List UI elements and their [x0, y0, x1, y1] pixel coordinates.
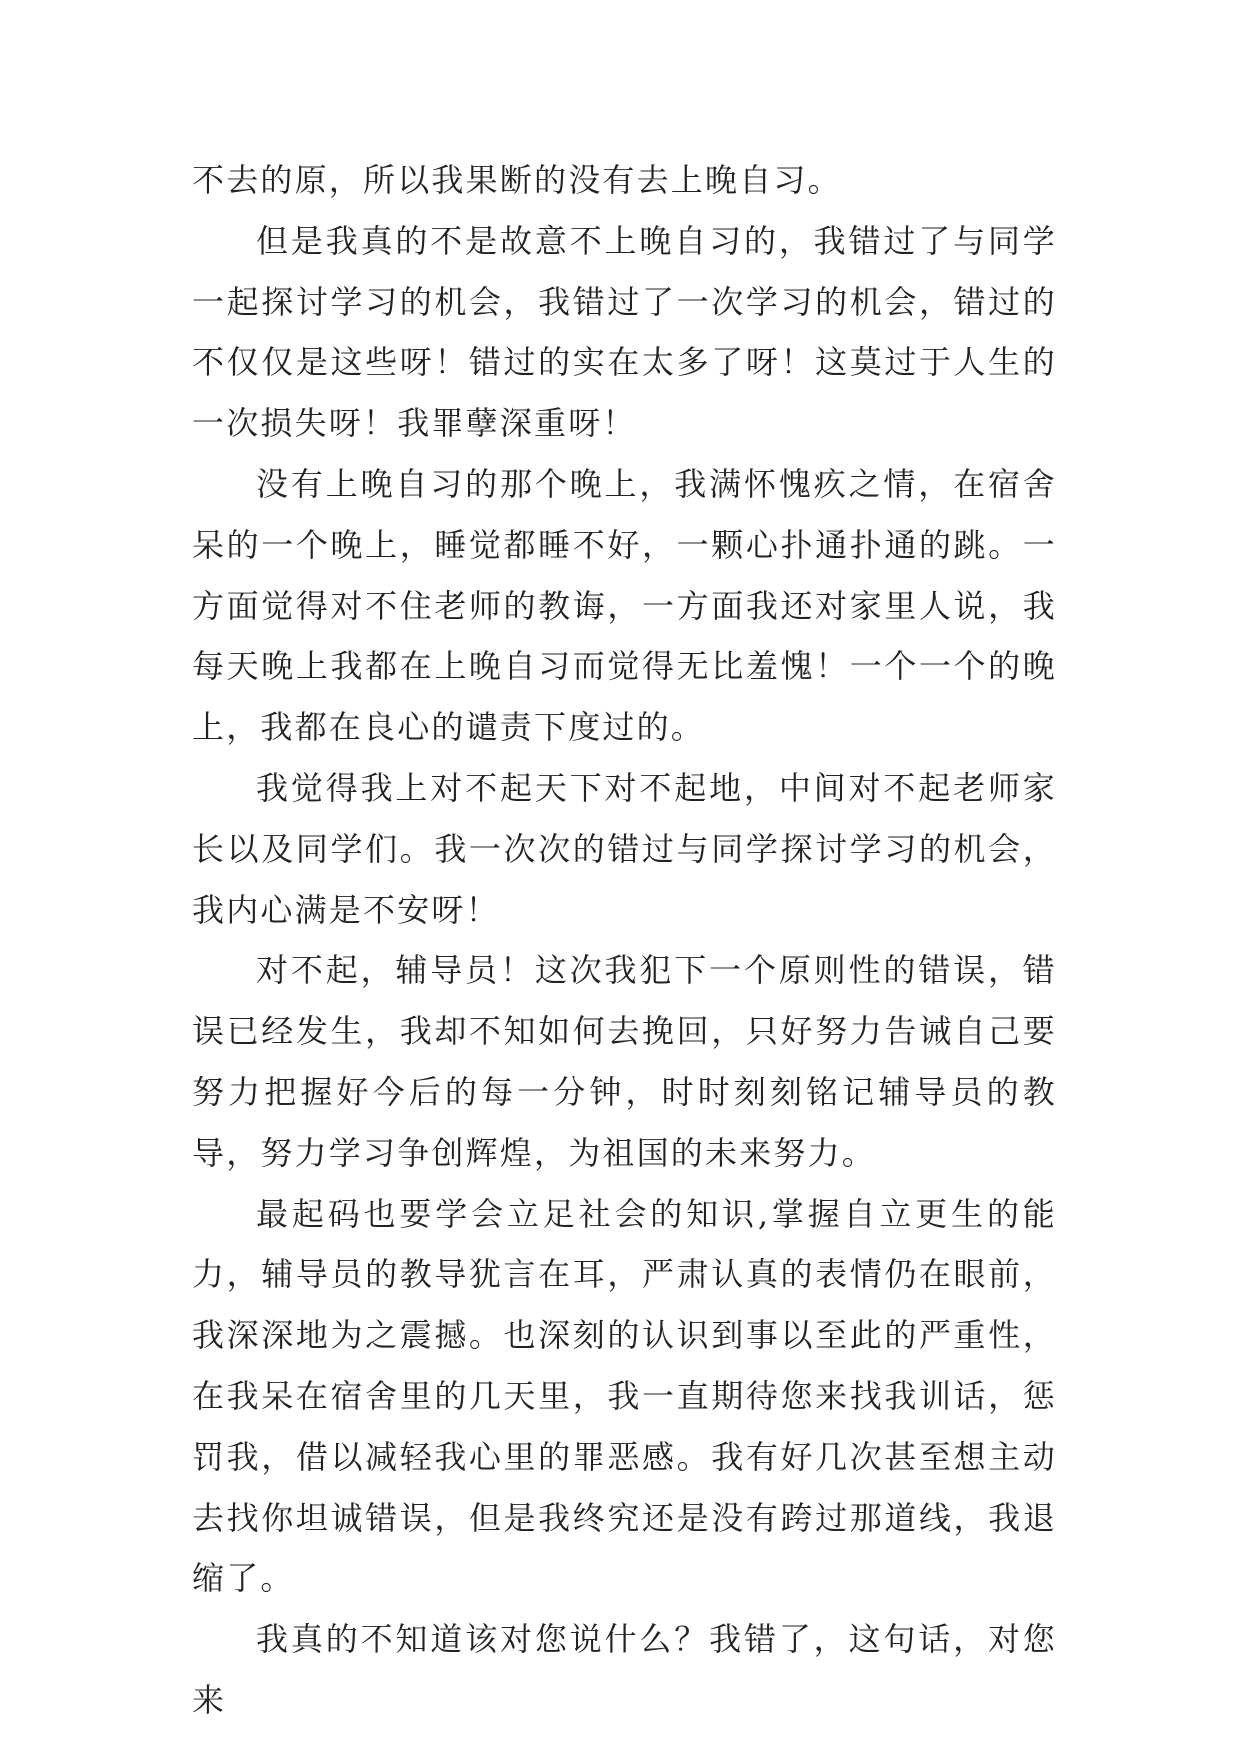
paragraph-4: 我觉得我上对不起天下对不起地，中间对不起老师家长以及同学们。我一次次的错过与同学探讨学习的机会，我内心满是不安呀！	[192, 768, 1057, 929]
paragraph-7: 我真的不知道该对您说什么？我错了，这句话，对您来	[192, 1620, 1057, 1719]
paragraph-2: 但是我真的不是故意不上晚自习的，我错过了与同学一起探讨学习的机会，我错过了一次学习的机会，错过的不仅仅是这些呀！错过的实在太多了呀！这莫过于人生的一次损失呀！我罪孽深重呀！	[192, 221, 1057, 443]
paragraph-6: 最起码也要学会立足社会的知识,掌握自立更生的能力，辅导员的教导犹言在耳，严肃认真的表情仍在眼前，我深深地为之震撼。也深刻的认识到事以至此的严重性，在我呆在宿舍里的几天里，我一直期待您来找我训话，惩罚我，借以减轻我心里的罪恶感。我有好几次甚至想主动去找你坦诚错误，但是我终究还是没有跨过那道线，我退缩了。	[192, 1194, 1057, 1598]
document-body	[192, 150, 1057, 1731]
paragraph-5: 对不起，辅导员！这次我犯下一个原则性的错误，错误已经发生，我却不知如何去挽回，只好努力告诫自己要努力把握好今后的每一分钟，时时刻刻铭记辅导员的教导，努力学习争创辉煌，为祖国的未来努力。	[192, 951, 1057, 1172]
paragraph-1: 不去的原，所以我果断的没有去上晚自习。	[192, 161, 842, 199]
paragraph-3: 没有上晚自习的那个晚上，我满怀愧疚之情，在宿舍呆的一个晚上，睡觉都睡不好，一颗心扑通扑通的跳。一方面觉得对不住老师的教诲，一方面我还对家里人说，我每天晚上我都在上晚自习而觉得无比羞愧！一个一个的晚上，我都在良心的谴责下度过的。	[192, 464, 1057, 747]
